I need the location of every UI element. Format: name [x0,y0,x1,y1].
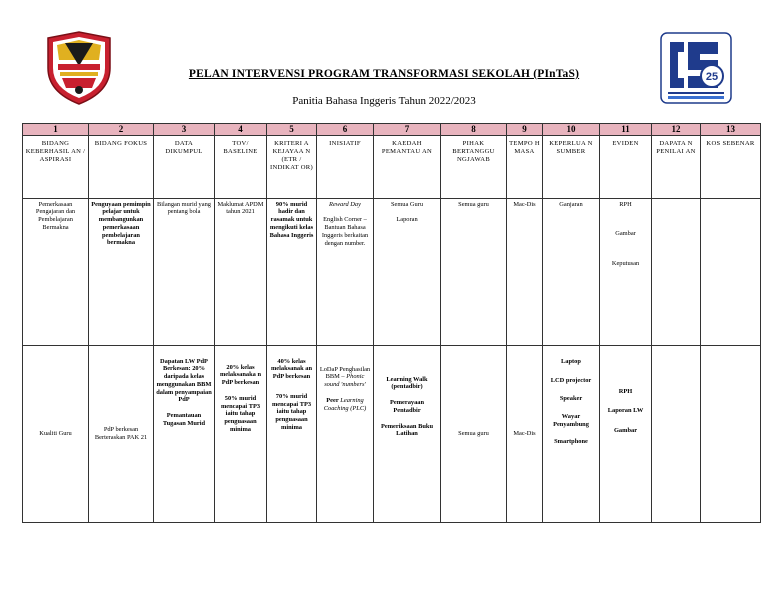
table-cell [441,345,507,522]
cell-text: Maklumat APDM tahun 2021 [217,200,264,216]
cell-text: Penguyaan pemimpin pelajar untuk membangunkan pemerkasaan pembelajaran bermakna [91,200,151,247]
cell-text: RPH [618,387,633,395]
column-number-row [23,124,761,136]
cell-text: Speaker [559,395,583,403]
table-cell [374,198,441,345]
logo-number: 25 [705,71,719,83]
cell-text: Smartphone [554,438,588,446]
cell-text: Phonic sound 'numbers' [324,373,366,389]
cell-text: Gambar [613,427,638,435]
cell-text: 40% kelas melaksanak an PdP berkesan [270,357,313,381]
cell-text: LoDaP Penghasilan BBM – [319,365,371,381]
cell-text: Dapatan LW PdP Berkesan: 20% daripada kelas menggunakan BBM dalam penyampaian PdP [156,357,212,404]
table-cell [543,345,600,522]
table-row [23,198,761,345]
document-title: PELAN INTERVENSI PROGRAM TRANSFORMASI SEKOLAH (PInTaS) [188,68,580,80]
table-cell [374,345,441,522]
table-cell [701,345,761,522]
cell-text: PdP berkesan Berteraskan PAK 21 [94,426,148,441]
column-header: DATA DIKUMPUL [154,135,215,198]
column-header: INISIATIF [317,135,374,198]
column-header: BIDANG KEBERHASIL AN / ASPIRASI [23,135,89,198]
column-number: 11 [600,124,652,136]
cell-text: Laptop [561,357,581,365]
cell-text: Gambar [615,230,636,238]
column-header: EVIDEN [600,135,652,198]
table-cell [267,345,317,522]
column-header: KOS SEBENAR [701,135,761,198]
cell-text: English Corner – Bantuan Bahasa Inggeris berkaitan dengan number. [321,216,369,247]
cell-text: RPH [619,200,632,208]
column-number: 3 [154,124,215,136]
cell-text: Peer [326,396,339,404]
table-cell [215,345,267,522]
column-number: 6 [317,124,374,136]
cell-text: Reward Day [329,200,361,208]
cell-text: Learning Coaching (PLC) [323,396,367,412]
table-cell [543,198,600,345]
cell-text: Learning Walk (pentadbir) [386,375,428,391]
table-cell [507,345,543,522]
column-header: KAEDAH PEMANTAU AN [374,135,441,198]
column-header: PIHAK BERTANGGU NGJAWAB [441,135,507,198]
table-cell [701,198,761,345]
cell-text: Laporan LW [607,407,644,415]
table-cell [507,198,543,345]
cell-text: 50% murid mencapai TP3 iaitu tahap penguasaan minima [220,394,261,433]
column-number: 4 [215,124,267,136]
cell-text: Kualiti Guru [39,429,72,437]
table-cell [600,345,652,522]
column-header: DAPATA N PENILAI AN [652,135,701,198]
table-cell [89,198,154,345]
cell-text: Keputusan [611,260,640,268]
cell-text: Pemantauan Tugasan Murid [162,411,206,427]
table-cell [23,345,89,522]
cell-text: Bilangan murid yang pentang bola [157,200,211,216]
column-header: KEPERLUA N SUMBER [543,135,600,198]
column-number: 13 [701,124,761,136]
column-number: 1 [23,124,89,136]
table-row [23,345,761,522]
cell-text: LCD projector [550,377,592,385]
cell-text: 90% murid hadir dan rasamak untuk mengikuti kelas Bahasa Inggeris [269,200,314,239]
cell-text: Semua guru [458,200,489,208]
table-cell [652,198,701,345]
cell-text: Pemeriksaan Buku Latihan [380,422,434,438]
table-cell [154,345,215,522]
cell-text: Semua Guru [390,200,424,208]
column-header: TOV/ BASELINE [215,135,267,198]
column-number: 8 [441,124,507,136]
cell-text: Pemerkasaan Pengajaran dan Pembelajaran Bermakna [35,200,76,231]
cell-text: Pemerayaan Pentadbir [389,399,425,414]
cell-text: Mac-Dis [513,200,536,208]
table-cell [89,345,154,522]
column-header: KRITERI A KEJAYAA N (ETR / INDIKAT OR) [267,135,317,198]
cell-text: 20% kelas melaksanaka n PdP berkesan [219,363,262,387]
document-subtitle: Panitia Bahasa Inggeris Tahun 2022/2023 [292,95,476,107]
table-cell [317,345,374,522]
table-cell [600,198,652,345]
cell-text: 70% murid mencapai TP3 iaitu tahap penguasaan minima [271,392,312,431]
column-number: 9 [507,124,543,136]
column-header-row [23,135,761,198]
cell-text: Laporan [396,216,418,224]
table-cell [652,345,701,522]
table-cell [317,198,374,345]
table-cell [215,198,267,345]
cell-text: Mac-Dis [513,429,536,437]
intervention-plan-table [22,123,761,523]
cell-text: Semua guru [458,429,489,437]
column-number: 12 [652,124,701,136]
column-header: TEMPO H MASA [507,135,543,198]
cell-text: Ganjaran [559,200,583,208]
cell-text: Wayar Penyambung [553,412,589,428]
table-cell [154,198,215,345]
table-cell [267,198,317,345]
column-number: 10 [543,124,600,136]
table-cell [23,198,89,345]
column-header: BIDANG FOKUS [89,135,154,198]
column-number: 2 [89,124,154,136]
table-cell [441,198,507,345]
column-number: 7 [374,124,441,136]
column-number: 5 [267,124,317,136]
